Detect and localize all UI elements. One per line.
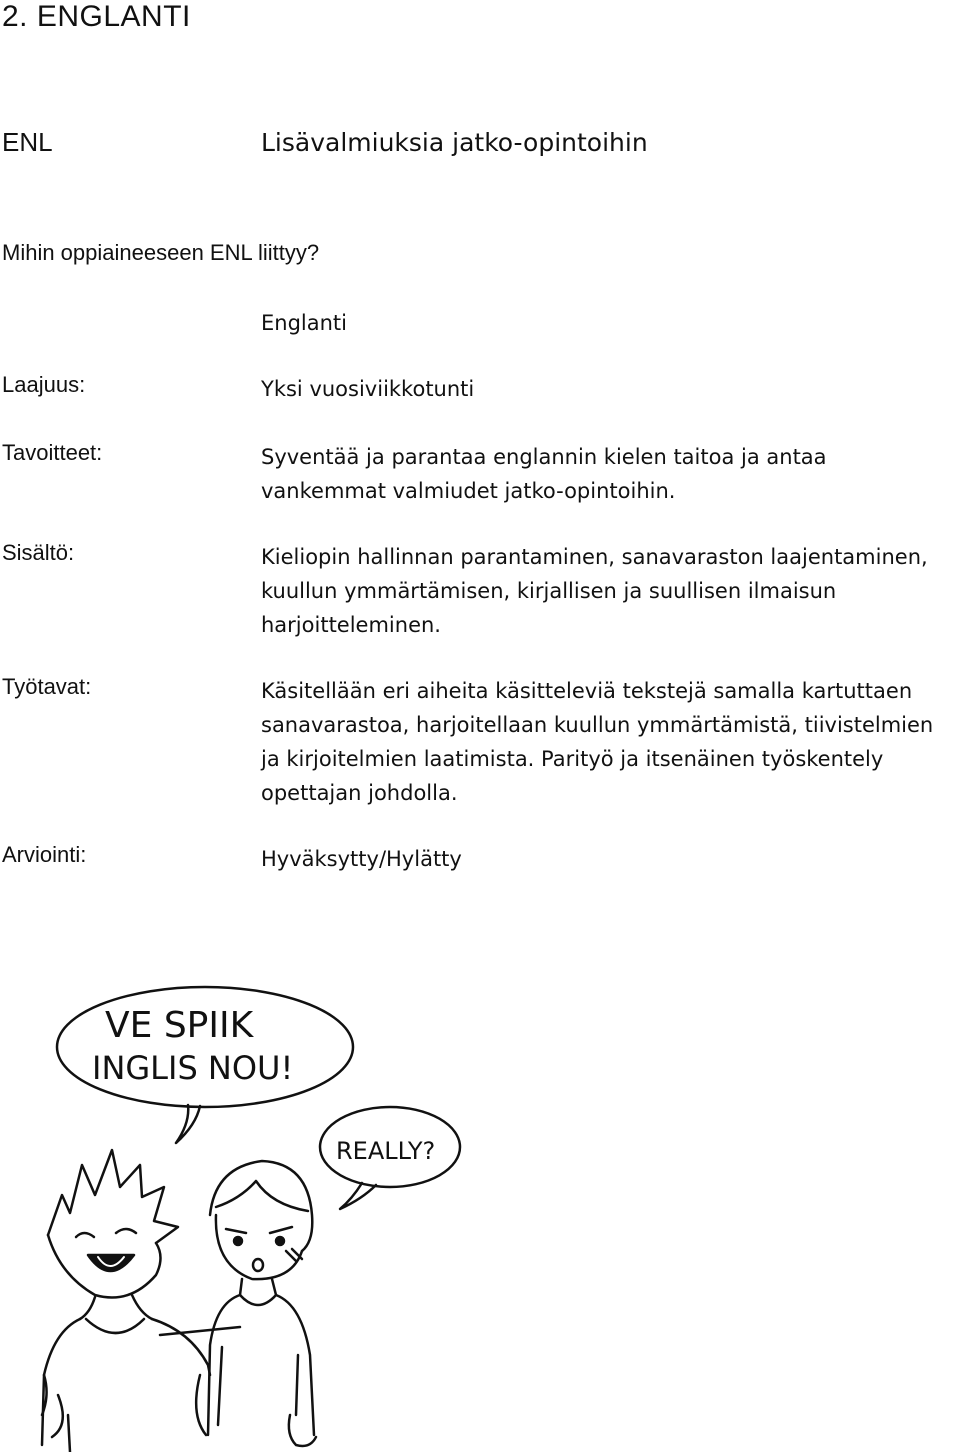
sisalto-line: kuullun ymmärtämisen, kirjallisen ja suullisen ilmaisun xyxy=(261,579,837,603)
bubble-1-line-2: INGLIS NOU! xyxy=(92,1049,294,1087)
sisalto-value xyxy=(261,540,928,642)
tyotavat-line: sanavarastoa, harjoitellaan kuullun ymmärtämistä, tiivistelmien xyxy=(261,713,934,737)
laajuus-label: Laajuus: xyxy=(2,372,86,397)
tyotavat-line: ja kirjoitelmien laatimista. Parityö ja itsenäinen työskentely xyxy=(261,747,884,771)
tyotavat-line: opettajan johdolla. xyxy=(261,781,458,805)
course-code: ENL xyxy=(2,127,53,157)
section-heading: 2. ENGLANTI xyxy=(2,0,191,33)
tyotavat-value xyxy=(261,674,933,810)
subject-answer: Englanti xyxy=(261,311,347,335)
tyotavat-label: Työtavat: xyxy=(2,674,92,699)
tavoitteet-line: Syventää ja parantaa englannin kielen taitoa ja antaa xyxy=(261,445,827,469)
right-character xyxy=(196,1161,316,1446)
tyotavat-line: Käsitellään eri aiheita käsitteleviä tekstejä samalla kartuttaen xyxy=(261,679,913,703)
sisalto-line: harjoitteleminen. xyxy=(261,613,441,637)
subject-question: Mihin oppiaineeseen ENL liittyy? xyxy=(2,240,320,265)
tavoitteet-value xyxy=(261,440,827,508)
tavoitteet-label: Tavoitteet: xyxy=(2,440,103,465)
sisalto-line: Kieliopin hallinnan parantaminen, sanavaraston laajentaminen, xyxy=(261,545,928,569)
laajuus-value xyxy=(261,372,474,406)
left-character xyxy=(42,1150,240,1452)
bubble-1-tail xyxy=(176,1105,200,1143)
arviointi-value xyxy=(261,842,462,876)
sisalto-label: Sisältö: xyxy=(2,540,75,565)
laajuus-line: Yksi vuosiviikkotunti xyxy=(261,377,475,401)
arviointi-line: Hyväksytty/Hylätty xyxy=(261,847,462,871)
bubble-1-line-1: VE SPIIK xyxy=(105,1005,254,1046)
tavoitteet-line: vankemmat valmiudet jatko-opintoihin. xyxy=(261,479,676,503)
comic-illustration xyxy=(40,975,480,1452)
arviointi-label: Arviointi: xyxy=(2,842,87,867)
course-title: Lisävalmiuksia jatko-opintoihin xyxy=(261,128,648,157)
bubble-2-text: REALLY? xyxy=(336,1137,436,1165)
bubble-2-tail xyxy=(340,1183,376,1209)
